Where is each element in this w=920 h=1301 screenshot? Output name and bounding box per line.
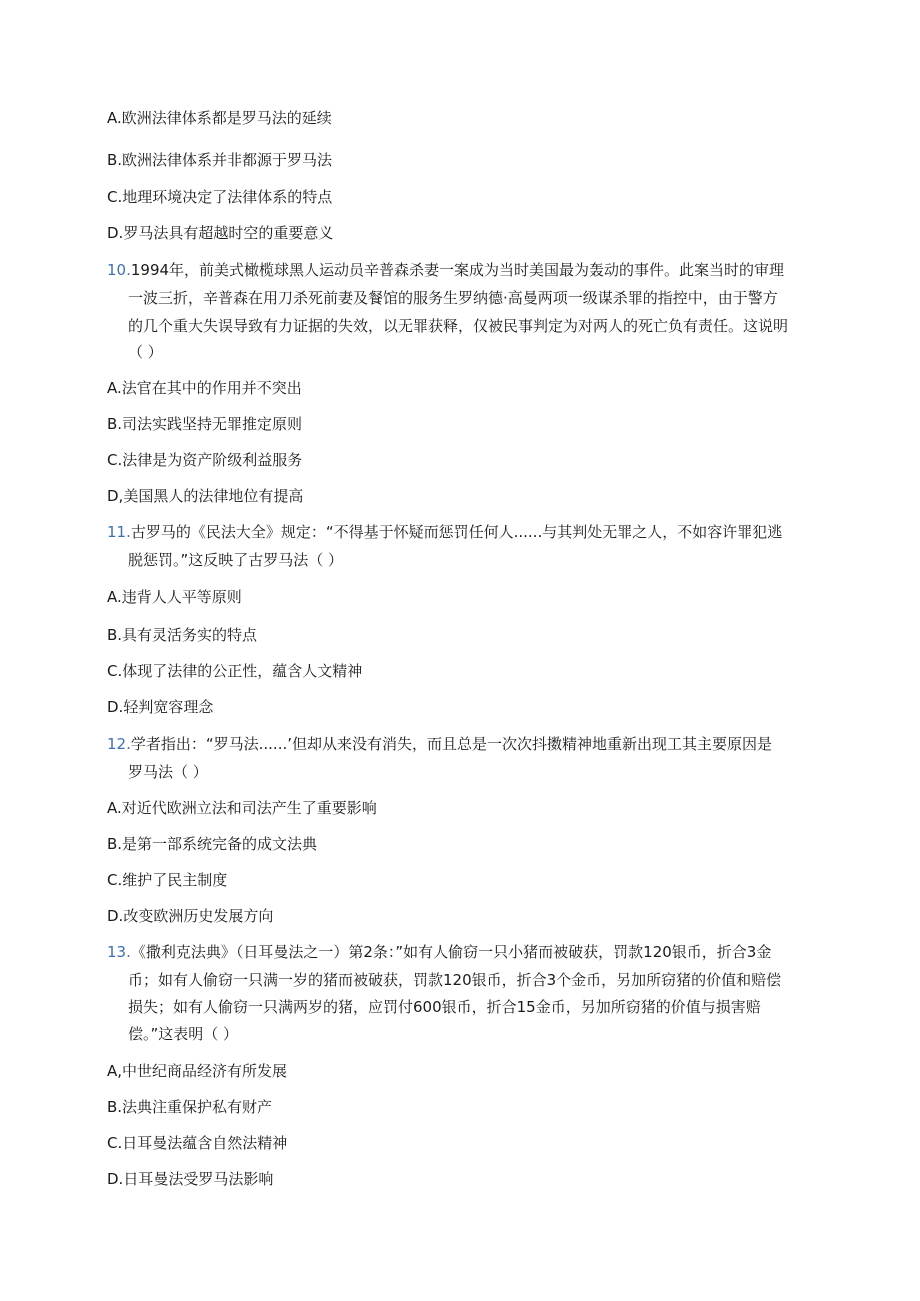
q9-option-a: A.欧洲法律体系都是罗马法的延续 [107,109,332,127]
q12-option-b: B.是第一部系统完备的成文法典 [107,835,318,853]
q12-option-d: D.改变欧洲历史发展方向 [107,907,274,925]
q13-option-b: B.法典注重保护私有财产 [107,1098,273,1116]
q13-stem-line-3: 损失；如有人偷窃一只满两岁的猪，应罚付600银币，折合15金币，另加所窃猪的价值与损害赔 [128,998,761,1016]
q13-stem-line-2: 币；如有人偷窃一只满一岁的猪而被破获，罚款120银币，折合3个金币，另加所窃猪的价值和赔偿 [128,971,782,989]
q11-stem-line-2: 脱惩罚。”这反映了古罗马法（ ） [128,551,344,569]
q10-stem-line-2: 一波三折，辛普森在用刀杀死前妻及餐馆的服务生罗纳德·高曼两项一级谋杀罪的指控中，由于警方 [128,289,778,307]
q13-option-d: D.日耳曼法受罗马法影响 [107,1170,274,1188]
q13-number: 13. [107,943,131,961]
q10-option-b: B.司法实践坚持无罪推定原则 [107,415,303,433]
q9-option-c: C.地理环境决定了法律体系的特点 [107,188,333,206]
q10-stem-line-3: 的几个重大失误导致有力证据的失效，以无罪获释，仅被民事判定为对两人的死亡负有责任。这说明 [128,317,789,335]
q10-stem-line-4: （ ） [128,343,163,361]
q13-option-c: C.日耳曼法蕴含自然法精神 [107,1134,288,1152]
q10-number: 10. [107,261,131,279]
q11-stem-line-1: 11.古罗马的《民法大全》规定：“不得基于怀疑而惩罚任何人......与其判处无罪之人，不如容许罪犯逃 [107,523,783,541]
q11-option-c: C.体现了法律的公正性，蕴含人文精神 [107,662,363,680]
q13-stem-line-1: 13.《撒利克法典》（日耳曼法之一）第2条：”如有人偷窃一只小猪而被破获，罚款120银币，折合3金 [107,943,772,961]
q11-option-b: B.具有灵活务实的特点 [107,626,258,644]
q9-option-b: B.欧洲法律体系并非都源于罗马法 [107,151,333,169]
q10-option-c: C.法律是为资产阶级利益服务 [107,451,303,469]
q13-option-a: A,中世纪商品经济有所发展 [107,1062,288,1080]
q10-stem-line-1: 10.1994年，前美式橄榄球黑人运动员辛普森杀妻一案成为当时美国最为轰动的事件。此案当时的审理 [107,261,785,279]
q13-stem-line-4: 偿。”这表明（ ） [128,1025,239,1043]
q9-option-d: D.罗马法具有超越时空的重要意义 [107,224,334,242]
q12-number: 12. [107,735,131,753]
q12-stem-line-1: 12.学者指出：“罗马法......’但却从来没有消失，而且总是一次次抖擞精神地重新出现工其主要原因是 [107,735,773,753]
q11-option-a: A.违背人人平等原则 [107,588,242,606]
q10-option-a: A.法官在其中的作用并不突出 [107,379,302,397]
q12-option-c: C.维护了民主制度 [107,871,228,889]
q12-stem-line-2: 罗马法（ ） [128,763,208,781]
q11-number: 11. [107,523,131,541]
q10-option-d: D,美国黑人的法律地位有提高 [107,487,304,505]
q12-option-a: A.对近代欧洲立法和司法产生了重要影响 [107,799,377,817]
q11-option-d: D.轻判宽容理念 [107,698,214,716]
